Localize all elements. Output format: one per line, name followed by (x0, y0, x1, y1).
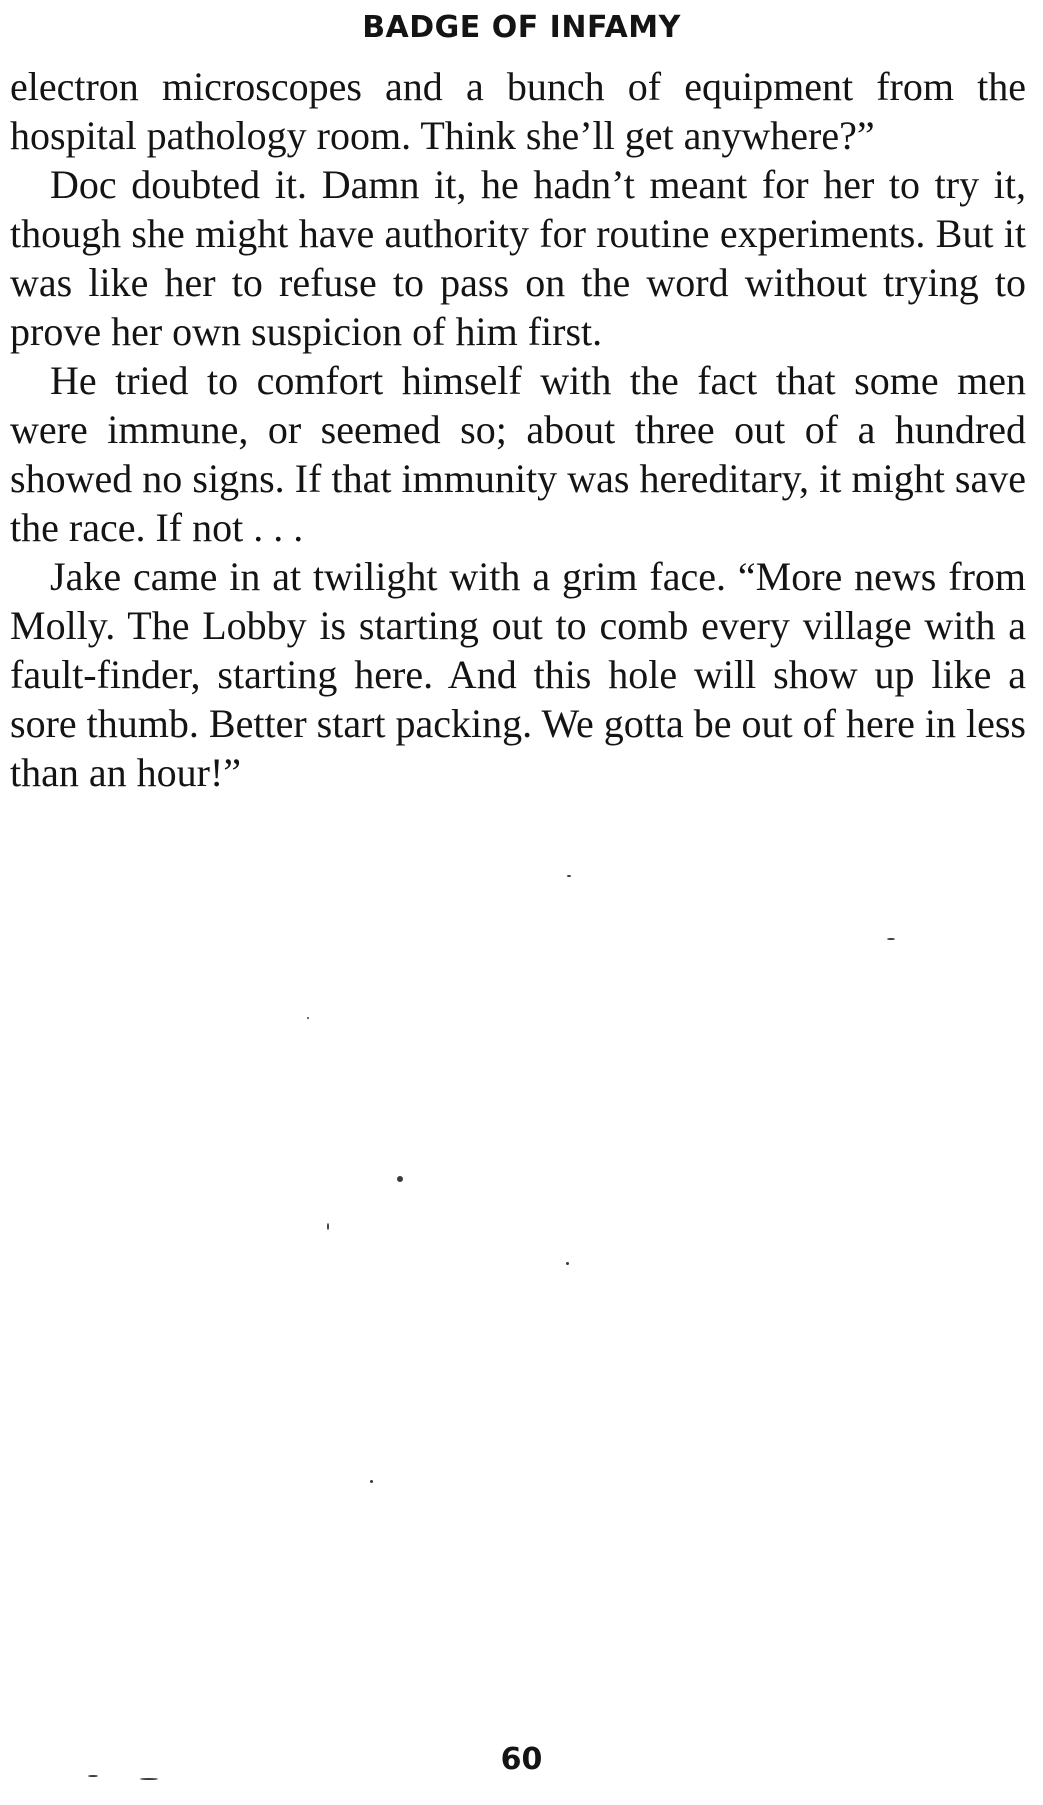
scan-speck (307, 1017, 309, 1019)
page-number: 60 (500, 1742, 543, 1777)
scan-speck (397, 1176, 403, 1182)
scan-speck (887, 938, 895, 940)
paragraph: He tried to comfort himself with the fact that some men were immune, or seemed so; about three out of a hundred showed no signs. If that immunity was hereditary, it might save the race. If not . . . (10, 358, 1026, 550)
paragraph: Doc doubted it. Damn it, he hadn’t meant for her to try it, though she might have authority for routine experiments. But it was like her to refuse to pass on the word without trying to prove her own suspicion of him first. (10, 162, 1026, 354)
scan-speck (327, 1223, 329, 1230)
paragraph-continued: electron microscopes and a bunch of equipment from the hospital pathology room. Think she’ll get anywhere?” (10, 64, 1026, 158)
scan-speck (370, 1480, 373, 1483)
scan-speck (567, 875, 571, 877)
running-head: BADGE OF INFAMY (362, 10, 681, 45)
paragraph: Jake came in at twilight with a grim face. “More news from Molly. The Lobby is starting out to comb every village with a fault-finder, starting here. And this hole will show up like a sore thumb. Better start packing. We gotta be out of here in less than an hour!” (10, 554, 1026, 795)
scan-speck (566, 1262, 569, 1265)
body-text (10, 62, 1026, 797)
